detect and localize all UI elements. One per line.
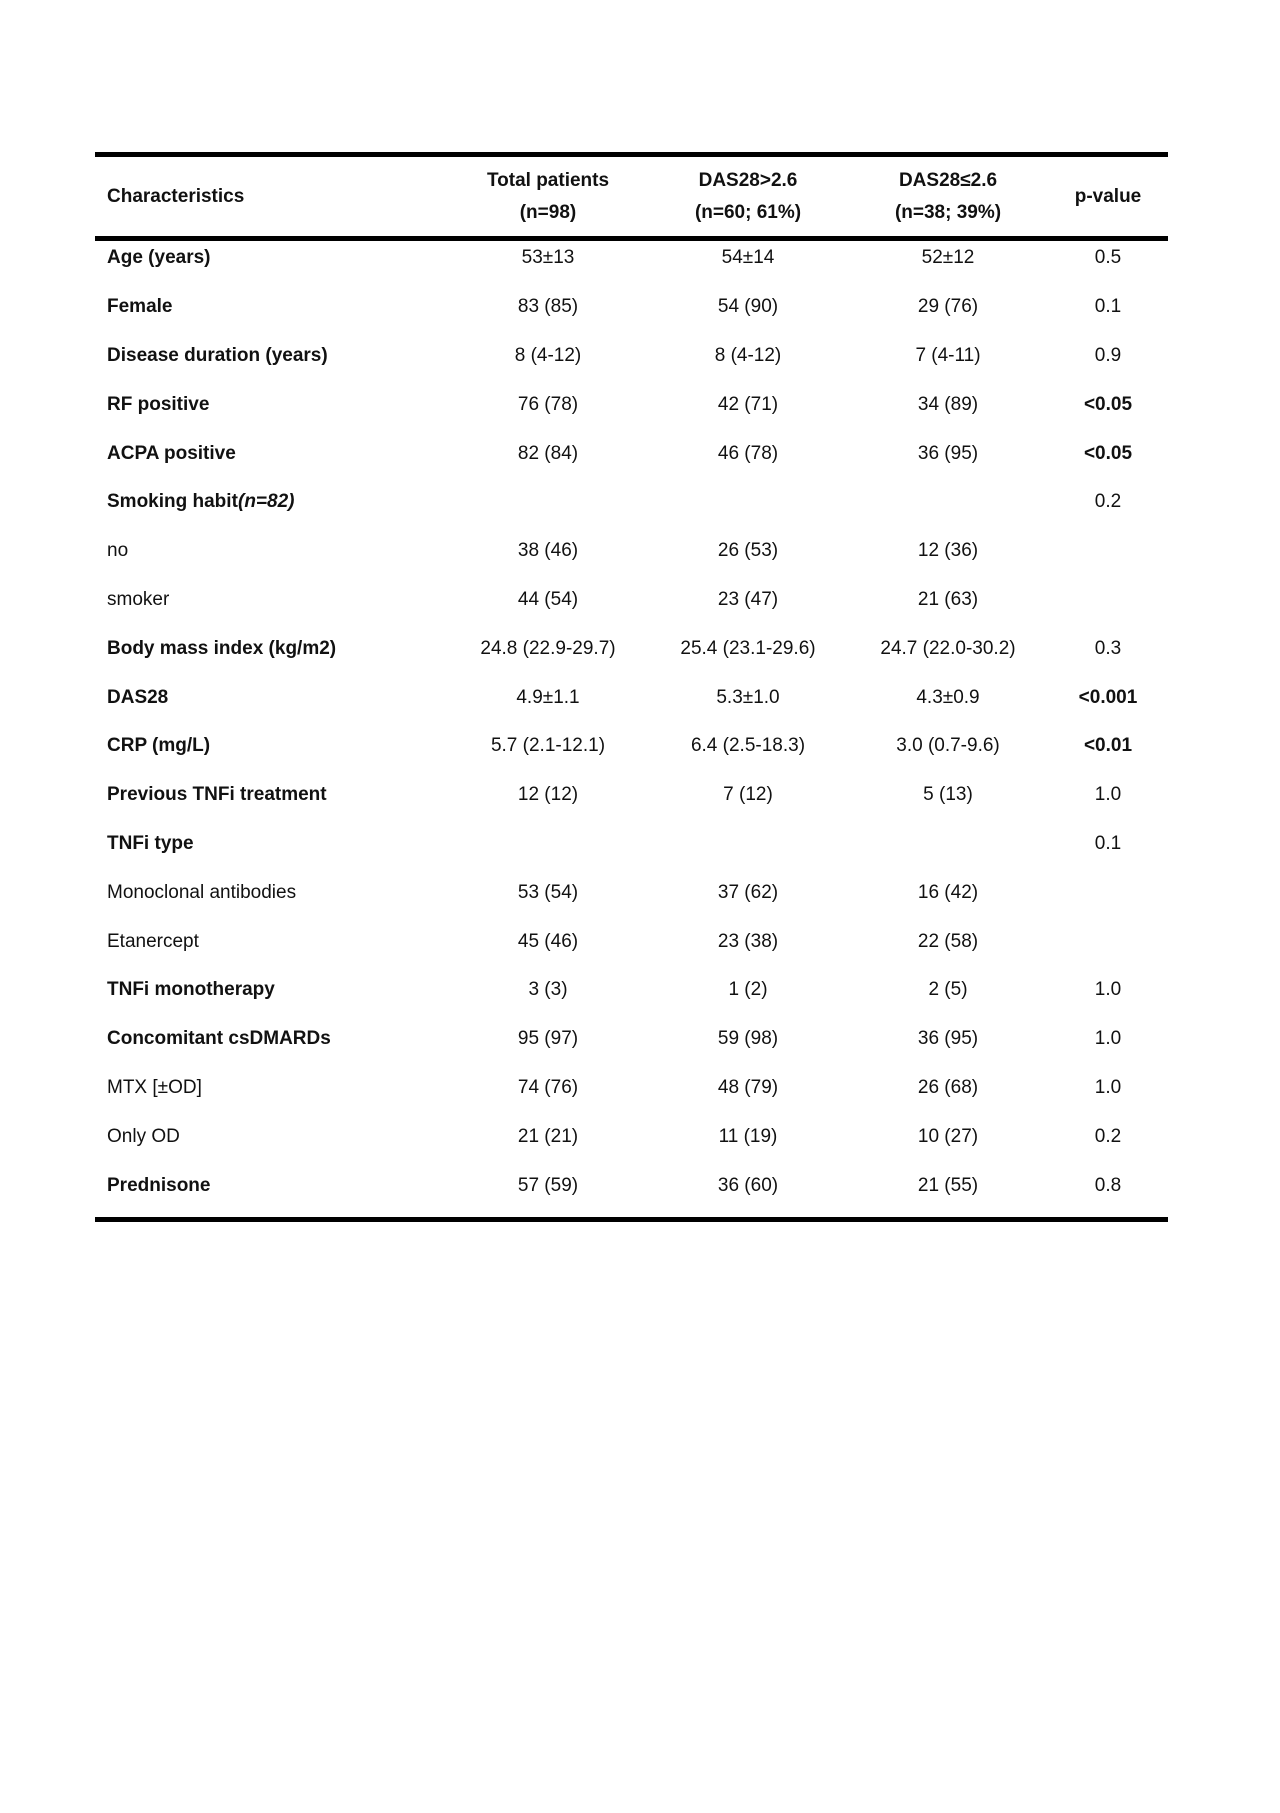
table-row bbox=[95, 820, 1168, 869]
cell-total: 24.8 (22.9-29.7) bbox=[480, 637, 616, 659]
cell-das-high: 37 (62) bbox=[717, 881, 779, 903]
cell-pvalue: 0.1 bbox=[1094, 296, 1122, 318]
cell-das-low: 34 (89) bbox=[917, 393, 979, 415]
cell-pvalue: <0.001 bbox=[1078, 686, 1138, 708]
cell-das-low: 29 (76) bbox=[917, 296, 979, 318]
header-total bbox=[448, 158, 648, 236]
cell-das-low: 7 (4-11) bbox=[915, 344, 981, 366]
cell-das-low: 26 (68) bbox=[917, 1076, 979, 1098]
table-top-rule bbox=[95, 152, 1168, 157]
header-pvalue: p-value bbox=[1074, 186, 1142, 207]
cell-total: 74 (76) bbox=[517, 1076, 579, 1098]
row-label: ACPA positive bbox=[107, 442, 236, 464]
cell-das-low: 5 (13) bbox=[923, 784, 973, 806]
cell-das-high: 1 (2) bbox=[728, 979, 768, 1001]
header-low-title: DAS28≤2.6 bbox=[898, 170, 998, 191]
cell-total: 38 (46) bbox=[517, 540, 579, 562]
cell-pvalue: 0.2 bbox=[1094, 491, 1122, 513]
row-label: Concomitant csDMARDs bbox=[107, 1028, 331, 1050]
table-row bbox=[95, 429, 1168, 478]
table-row bbox=[95, 722, 1168, 771]
cell-total: 83 (85) bbox=[517, 296, 579, 318]
cell-das-low: 22 (58) bbox=[917, 930, 979, 952]
cell-total: 21 (21) bbox=[517, 1125, 579, 1147]
row-label: CRP (mg/L) bbox=[107, 735, 211, 757]
cell-das-high: 59 (98) bbox=[717, 1028, 779, 1050]
cell-pvalue: <0.05 bbox=[1083, 442, 1133, 464]
cell-total: 12 (12) bbox=[517, 784, 579, 806]
header-das-high bbox=[648, 158, 848, 236]
header-high-n: (n=60; 61%) bbox=[694, 202, 802, 223]
cell-das-high: 54±14 bbox=[721, 247, 775, 269]
table-row bbox=[95, 332, 1168, 381]
row-label: Monoclonal antibodies bbox=[107, 881, 297, 903]
cell-das-high: 48 (79) bbox=[717, 1076, 779, 1098]
table-row bbox=[95, 380, 1168, 429]
cell-das-low: 3.0 (0.7-9.6) bbox=[896, 735, 1000, 757]
cell-das-high: 23 (47) bbox=[717, 588, 779, 610]
cell-das-high: 46 (78) bbox=[717, 442, 779, 464]
cell-das-low: 16 (42) bbox=[917, 881, 979, 903]
table-row bbox=[95, 624, 1168, 673]
cell-das-low: 36 (95) bbox=[917, 442, 979, 464]
cell-pvalue: 0.2 bbox=[1094, 1125, 1122, 1147]
row-label: DAS28 bbox=[107, 686, 169, 708]
table-row bbox=[95, 1112, 1168, 1161]
row-label: Age (years) bbox=[107, 247, 211, 269]
table-row bbox=[95, 234, 1168, 283]
table-row bbox=[95, 478, 1168, 527]
table-row bbox=[95, 966, 1168, 1015]
cell-das-low: 21 (55) bbox=[917, 1174, 979, 1196]
table-row bbox=[95, 1015, 1168, 1064]
cell-pvalue: <0.05 bbox=[1083, 393, 1133, 415]
cell-das-high: 23 (38) bbox=[717, 930, 779, 952]
row-label: smoker bbox=[107, 588, 170, 610]
table-row bbox=[95, 771, 1168, 820]
cell-das-high: 25.4 (23.1-29.6) bbox=[680, 637, 816, 659]
cell-total: 44 (54) bbox=[517, 588, 579, 610]
cell-total: 8 (4-12) bbox=[514, 344, 582, 366]
cell-total: 3 (3) bbox=[528, 979, 568, 1001]
header-characteristics: Characteristics bbox=[107, 186, 245, 207]
cell-das-high: 6.4 (2.5-18.3) bbox=[690, 735, 806, 757]
header-low-n: (n=38; 39%) bbox=[894, 202, 1002, 223]
header-total-n: (n=98) bbox=[519, 202, 577, 223]
cell-total: 45 (46) bbox=[517, 930, 579, 952]
table-row bbox=[95, 673, 1168, 722]
row-label: TNFi monotherapy bbox=[107, 979, 275, 1001]
cell-das-low: 10 (27) bbox=[917, 1125, 979, 1147]
table-row bbox=[95, 1161, 1168, 1210]
cell-das-high: 54 (90) bbox=[717, 296, 779, 318]
cell-total: 53 (54) bbox=[517, 881, 579, 903]
cell-total: 95 (97) bbox=[517, 1028, 579, 1050]
cell-pvalue: 1.0 bbox=[1094, 1076, 1122, 1098]
cell-total: 82 (84) bbox=[517, 442, 579, 464]
cell-das-high: 7 (12) bbox=[723, 784, 773, 806]
table-row bbox=[95, 576, 1168, 625]
cell-das-low: 4.3±0.9 bbox=[916, 686, 980, 708]
table-row bbox=[95, 917, 1168, 966]
table-row bbox=[95, 527, 1168, 576]
cell-pvalue: 0.3 bbox=[1094, 637, 1122, 659]
cell-das-high: 26 (53) bbox=[717, 540, 779, 562]
cell-das-high: 11 (19) bbox=[718, 1125, 778, 1147]
cell-das-high: 5.3±1.0 bbox=[716, 686, 780, 708]
cell-das-low: 12 (36) bbox=[917, 540, 979, 562]
header-total-title: Total patients bbox=[486, 170, 610, 191]
table-row bbox=[95, 283, 1168, 332]
cell-total: 4.9±1.1 bbox=[516, 686, 580, 708]
row-label: Prednisone bbox=[107, 1174, 211, 1196]
row-label: Previous TNFi treatment bbox=[107, 784, 327, 806]
cell-total: 57 (59) bbox=[517, 1174, 579, 1196]
cell-das-low: 21 (63) bbox=[917, 588, 979, 610]
cell-das-low: 2 (5) bbox=[928, 979, 968, 1001]
cell-das-high: 36 (60) bbox=[717, 1174, 779, 1196]
table-row bbox=[95, 1064, 1168, 1113]
row-label: Body mass index (kg/m2) bbox=[107, 637, 337, 659]
row-label: Smoking habit bbox=[107, 491, 238, 513]
row-label: no bbox=[107, 540, 129, 562]
row-label: RF positive bbox=[107, 393, 210, 415]
cell-das-high: 8 (4-12) bbox=[714, 344, 782, 366]
cell-total: 76 (78) bbox=[517, 393, 579, 415]
cell-pvalue: 1.0 bbox=[1094, 979, 1122, 1001]
cell-total: 53±13 bbox=[521, 247, 575, 269]
header-high-title: DAS28>2.6 bbox=[698, 170, 798, 191]
row-label: TNFi type bbox=[107, 832, 194, 854]
row-label-note: (n=82) bbox=[238, 491, 295, 513]
cell-das-low: 24.7 (22.0-30.2) bbox=[880, 637, 1016, 659]
row-label: MTX [±OD] bbox=[107, 1076, 202, 1098]
cell-das-high: 42 (71) bbox=[717, 393, 779, 415]
row-label: Female bbox=[107, 296, 173, 318]
cell-pvalue: 0.1 bbox=[1094, 832, 1122, 854]
row-label: Etanercept bbox=[107, 930, 199, 952]
cell-pvalue: 1.0 bbox=[1094, 784, 1122, 806]
cell-pvalue: <0.01 bbox=[1083, 735, 1133, 757]
cell-total: 5.7 (2.1-12.1) bbox=[490, 735, 606, 757]
cell-pvalue: 0.5 bbox=[1094, 247, 1122, 269]
cell-das-low: 36 (95) bbox=[917, 1028, 979, 1050]
row-label: Disease duration (years) bbox=[107, 344, 328, 366]
cell-pvalue: 0.8 bbox=[1094, 1174, 1122, 1196]
cell-pvalue: 1.0 bbox=[1094, 1028, 1122, 1050]
row-label: Only OD bbox=[107, 1125, 180, 1147]
cell-pvalue: 0.9 bbox=[1094, 344, 1122, 366]
table-bottom-rule bbox=[95, 1217, 1168, 1222]
table-row bbox=[95, 868, 1168, 917]
cell-das-low: 52±12 bbox=[921, 247, 975, 269]
